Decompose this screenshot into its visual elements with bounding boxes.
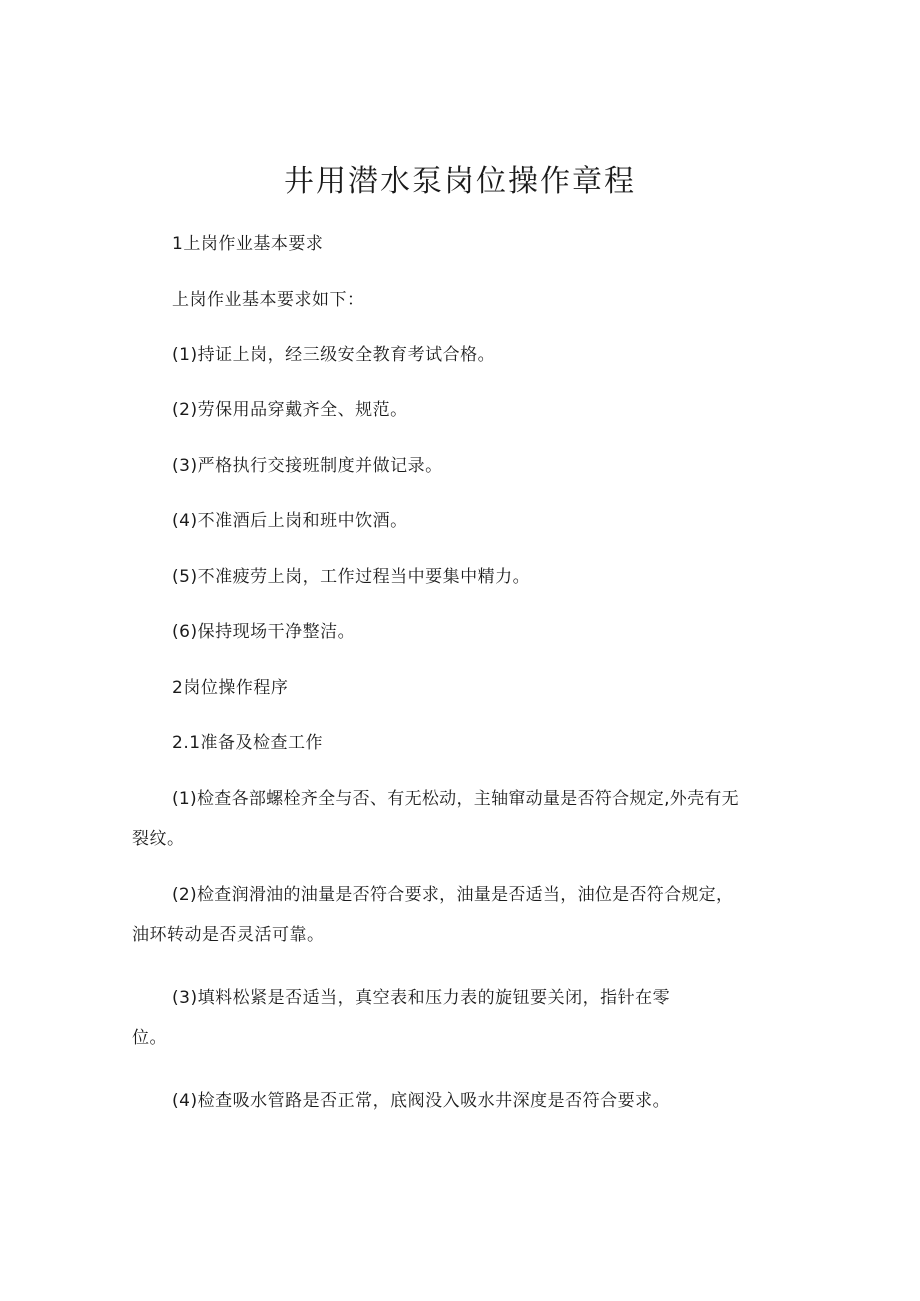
section1-item-2: (2)劳保用品穿戴齐全、规范。: [172, 400, 408, 420]
check-item-2-line2: 油环转动是否灵活可靠。: [132, 925, 325, 945]
document-title: 井用潜水泵岗位操作章程: [284, 164, 636, 199]
check-item-3-line2: 位。: [132, 1028, 167, 1048]
section1-intro: 上岗作业基本要求如下：: [172, 290, 365, 310]
check-item-1-line1: (1)检查各部螺栓齐全与否、有无松动，主轴窜动量是否符合规定,外壳有无: [172, 789, 739, 809]
section2-heading: 2岗位操作程序: [172, 678, 289, 698]
check-item-2-line1: (2)检查润滑油的油量是否符合要求，油量是否适当，油位是否符合规定，: [172, 885, 734, 905]
check-item-4-line1: (4)检查吸水管路是否正常，底阀没入吸水井深度是否符合要求。: [172, 1091, 671, 1111]
section1-item-6: (6)保持现场干净整洁。: [172, 622, 356, 642]
check-item-1-line2: 裂纹。: [132, 829, 185, 849]
section1-item-3: (3)严格执行交接班制度并做记录。: [172, 456, 443, 476]
section1-item-5: (5)不准疲劳上岗，工作过程当中要集中精力。: [172, 567, 531, 587]
section2-1-heading: 2.1准备及检查工作: [172, 733, 324, 753]
section1-item-1: (1)持证上岗，经三级安全教育考试合格。: [172, 345, 496, 365]
section1-item-4: (4)不准酒后上岗和班中饮酒。: [172, 511, 408, 531]
check-item-3-line1: (3)填料松紧是否适当，真空表和压力表的旋钮要关闭，指针在零: [172, 988, 671, 1008]
section1-heading: 1上岗作业基本要求: [172, 234, 324, 254]
